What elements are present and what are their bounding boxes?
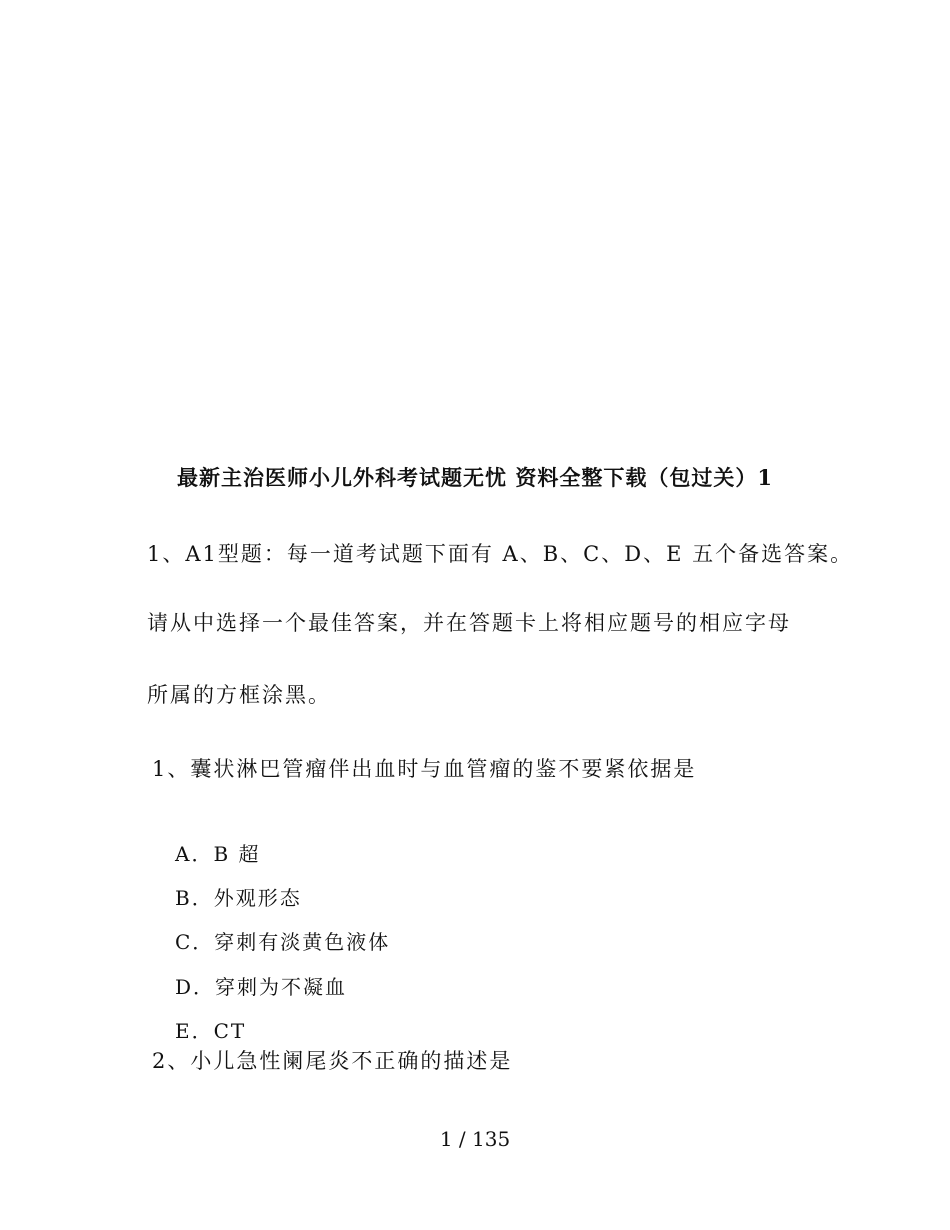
question-1-option-c: C．穿刺有淡黄色液体: [175, 930, 391, 954]
intro-line-1: 1、A1型题：每一道考试题下面有 A、B、C、D、E 五个备选答案。: [147, 542, 854, 566]
question-1-option-a: A．B 超: [175, 842, 261, 866]
question-1-option-b: B．外观形态: [175, 886, 302, 910]
question-2: 2、小儿急性阑尾炎不正确的描述是: [152, 1049, 513, 1073]
intro-line-3: 所属的方框涂黑。: [147, 683, 331, 707]
question-1-option-d: D．穿刺为不凝血: [175, 975, 348, 999]
document-title: 最新主治医师小儿外科考试题无忧 资料全整下载（包过关）1: [177, 465, 773, 490]
page-indicator: 1 / 135: [439, 1127, 511, 1151]
intro-line-2: 请从中选择一个最佳答案，并在答题卡上将相应题号的相应字母: [147, 611, 791, 635]
question-1-option-e: E．CT: [175, 1019, 247, 1043]
question-1: 1、囊状淋巴管瘤伴出血时与血管瘤的鉴不要紧依据是: [152, 757, 697, 781]
